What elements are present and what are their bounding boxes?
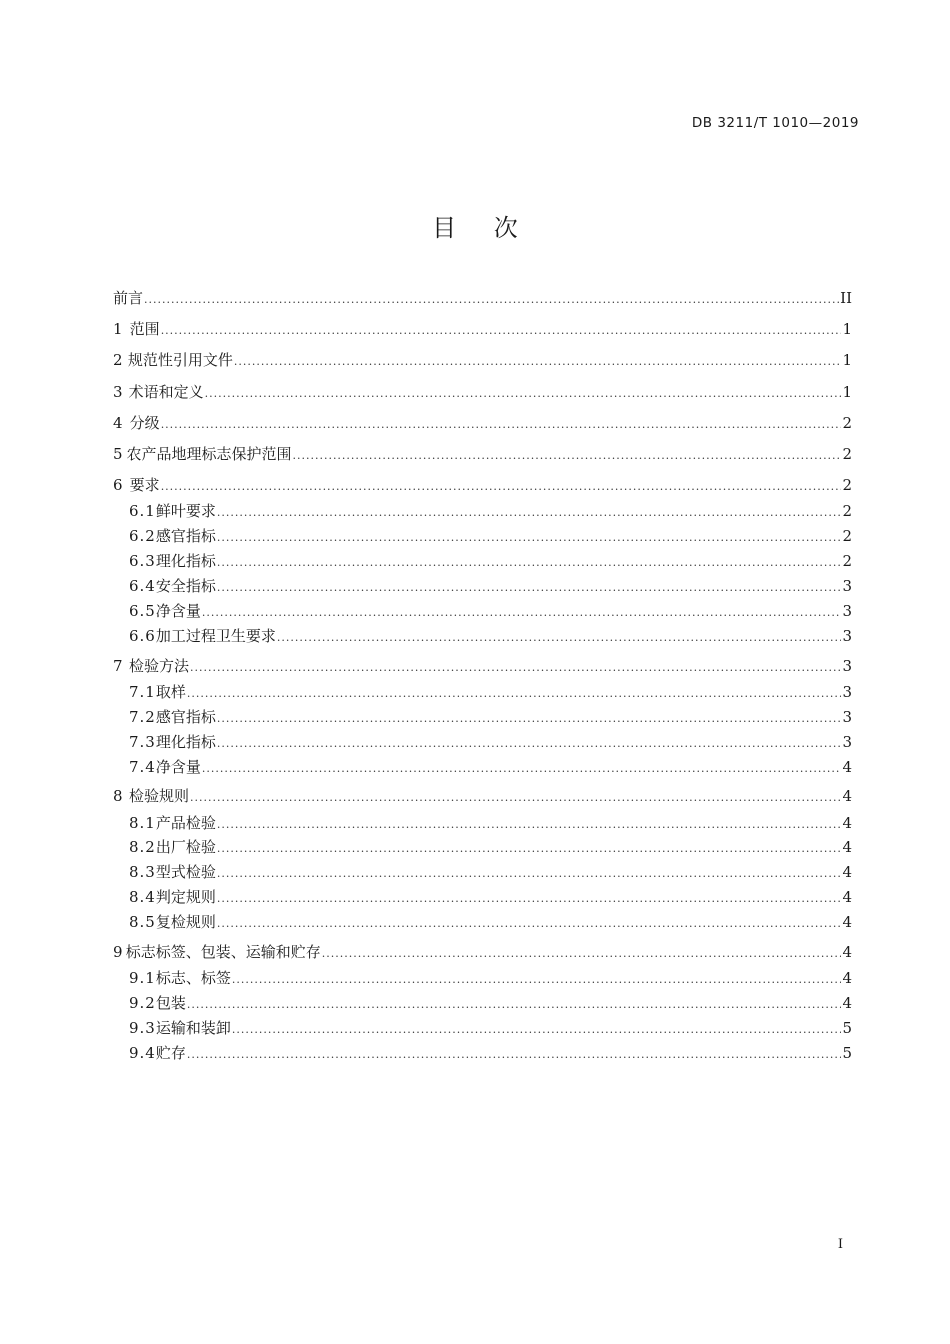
toc-entry-label: 农产品地理标志保护范围 [126,444,292,463]
toc-entry-label: 取样 [155,682,186,701]
toc-entry-page: 4 [842,813,852,832]
toc-entry-label: 范围 [129,320,160,339]
toc-leader-dots [205,384,842,404]
toc-entry-label: 产品检验 [155,813,216,832]
toc-entry-page: 4 [842,863,852,882]
toc-entry-number: 6.2 [129,527,156,546]
toc-entry-page: 3 [842,732,852,751]
toc-leader-dots [217,709,842,729]
toc-leader-dots [202,603,842,623]
toc-list [113,283,852,1068]
toc-entry-label: 判定规则 [155,888,216,907]
toc-entry[interactable] [113,551,852,576]
toc-entry[interactable] [113,1043,852,1068]
toc-entry-number: 6.4 [129,576,156,595]
toc-leader-dots [187,684,842,704]
toc-entry-number: 8 [113,787,123,806]
toc-entry[interactable] [113,626,852,651]
toc-entry-page: II [840,289,852,307]
toc-leader-dots [161,477,842,497]
toc-leader-dots [217,839,842,859]
toc-entry-number: 7.4 [129,757,156,776]
toc-entry-label: 净含量 [155,757,201,776]
toc-entry-number: 4 [113,413,123,432]
toc-entry-page: 5 [842,1043,852,1062]
toc-entry-label: 检验规则 [128,787,189,806]
toc-entry[interactable] [113,968,852,993]
toc-entry-page: 2 [842,527,852,546]
toc-entry[interactable] [113,377,852,408]
toc-entry-label: 加工过程卫生要求 [155,626,276,645]
toc-entry[interactable] [113,912,852,937]
toc-entry-number: 3 [113,382,123,401]
toc-entry-page: 5 [842,1019,852,1038]
toc-entry[interactable] [113,283,852,314]
toc-entry-number: 8.4 [129,888,156,907]
toc-entry[interactable] [113,345,852,376]
toc-entry-page: 4 [842,969,852,988]
toc-entry-number: 6.5 [129,601,156,620]
toc-entry[interactable] [113,439,852,470]
toc-entry-label: 安全指标 [155,576,216,595]
toc-entry-number: 7.3 [129,732,156,751]
page-number: I [837,1237,843,1252]
toc-entry-label: 贮存 [155,1043,186,1062]
toc-leader-dots [232,970,842,990]
toc-entry-label: 标志、标签 [155,969,231,988]
toc-entry-page: 1 [842,320,852,339]
toc-entry-label: 检验方法 [128,656,189,675]
toc-entry-page: 4 [842,913,852,932]
toc-entry-page: 2 [842,413,852,432]
toc-entry-number: 8.1 [129,813,156,832]
toc-entry[interactable] [113,682,852,707]
toc-entry-label: 净含量 [155,601,201,620]
toc-entry-page: 3 [842,601,852,620]
toc-entry-page: 1 [842,382,852,401]
toc-entry-page: 2 [842,476,852,495]
toc-title: 目 次 [432,214,518,242]
toc-entry-number: 6.6 [129,626,156,645]
toc-entry-label: 理化指标 [155,732,216,751]
toc-entry[interactable] [113,470,852,501]
toc-entry-page: 3 [842,576,852,595]
toc-leader-dots [187,1045,842,1065]
toc-entry-number: 9 [113,943,123,962]
toc-entry[interactable] [113,781,852,812]
toc-entry-number: 7.2 [129,707,156,726]
toc-leader-dots [144,290,839,310]
toc-entry[interactable] [113,993,852,1018]
toc-entry-label: 鲜叶要求 [155,502,216,521]
toc-entry-number: 2 [113,351,123,370]
toc-leader-dots [217,553,842,573]
toc-entry-page: 4 [842,943,852,962]
toc-entry-label: 理化指标 [155,552,216,571]
toc-entry-number: 6.1 [129,502,156,521]
toc-entry[interactable] [113,1018,852,1043]
toc-entry-page: 2 [842,502,852,521]
toc-entry-page: 4 [842,888,852,907]
toc-entry-page: 4 [842,994,852,1013]
toc-leader-dots [292,446,841,466]
toc-entry-number: 6 [113,476,123,495]
toc-leader-dots [217,815,842,835]
toc-entry[interactable] [113,862,852,887]
toc-entry-page: 3 [842,707,852,726]
document-code: DB 3211/T 1010—2019 [691,115,859,131]
toc-leader-dots [202,759,842,779]
toc-entry-label: 术语和定义 [128,382,204,401]
toc-entry[interactable] [113,526,852,551]
toc-entry-label: 分级 [129,413,160,432]
toc-entry[interactable] [113,314,852,345]
toc-leader-dots [217,503,842,523]
toc-entry-label: 要求 [129,476,160,495]
toc-entry-number: 9.4 [129,1043,156,1062]
toc-leader-dots [217,528,842,548]
toc-leader-dots [322,944,842,964]
toc-entry[interactable] [113,937,852,968]
toc-entry-number: 9.3 [129,1019,156,1038]
toc-leader-dots [161,415,842,435]
toc-entry-page: 4 [842,838,852,857]
toc-entry-label: 运输和装卸 [155,1019,231,1038]
toc-entry-label: 前言 [113,289,144,307]
toc-entry-label: 出厂检验 [155,838,216,857]
toc-entry-label: 感官指标 [155,527,216,546]
toc-leader-dots [217,578,842,598]
toc-entry[interactable] [113,576,852,601]
toc-entry-label: 复检规则 [155,913,216,932]
toc-entry-page: 2 [842,444,852,463]
toc-entry-number: 1 [113,320,123,339]
toc-leader-dots [190,658,841,678]
toc-leader-dots [232,1020,842,1040]
toc-leader-dots [234,352,842,372]
toc-entry[interactable] [113,651,852,682]
toc-entry-label: 型式检验 [155,863,216,882]
toc-leader-dots [217,864,842,884]
toc-entry-number: 5 [113,444,123,463]
toc-leader-dots [187,995,842,1015]
toc-entry-number: 8.5 [129,913,156,932]
toc-entry[interactable] [113,732,852,757]
toc-entry-label: 包装 [155,994,186,1013]
toc-entry-number: 7 [113,656,123,675]
toc-entry-page: 3 [842,656,852,675]
toc-entry-number: 8.3 [129,863,156,882]
toc-entry[interactable] [113,887,852,912]
toc-entry[interactable] [113,408,852,439]
toc-leader-dots [217,914,842,934]
toc-leader-dots [217,734,842,754]
toc-entry[interactable] [113,837,852,862]
toc-entry-page: 1 [842,351,852,370]
toc-leader-dots [161,321,842,341]
toc-leader-dots [277,628,842,648]
toc-entry-page: 4 [842,757,852,776]
toc-entry-number: 8.2 [129,838,156,857]
toc-entry[interactable] [113,501,852,526]
toc-entry-page: 3 [842,626,852,645]
toc-entry[interactable] [113,601,852,626]
toc-entry-number: 9.1 [129,969,156,988]
toc-entry-number: 9.2 [129,994,156,1013]
toc-entry[interactable] [113,813,852,838]
toc-entry-label: 标志标签、包装、运输和贮存 [125,943,321,962]
toc-entry-page: 4 [842,787,852,806]
toc-entry-number: 6.3 [129,552,156,571]
toc-entry[interactable] [113,757,852,782]
toc-leader-dots [190,788,841,808]
toc-entry-page: 3 [842,682,852,701]
toc-entry-label: 感官指标 [155,707,216,726]
toc-entry-page: 2 [842,552,852,571]
toc-entry[interactable] [113,707,852,732]
toc-entry-label: 规范性引用文件 [127,351,233,370]
toc-entry-number: 7.1 [129,682,156,701]
toc-leader-dots [217,889,842,909]
